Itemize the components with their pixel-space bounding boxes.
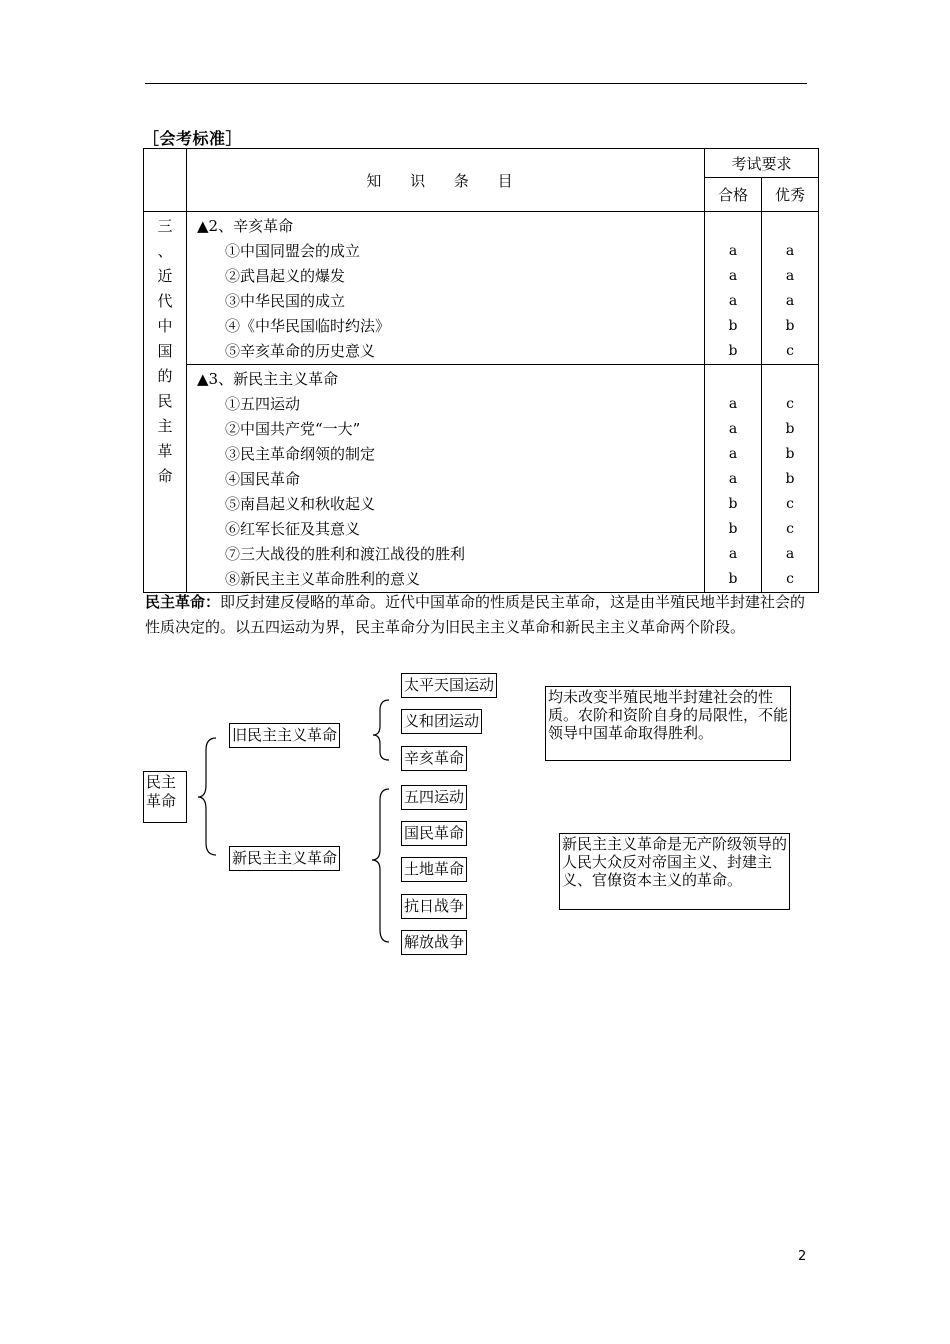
category-char: 的	[157, 367, 173, 385]
category-char: 国	[157, 342, 173, 360]
root-brace	[198, 738, 216, 855]
category-char: 革	[157, 442, 173, 460]
grade-pass: b	[728, 496, 738, 512]
group1-title: ▲2、辛亥革命	[197, 217, 294, 235]
grade-pass: b	[728, 521, 738, 537]
root-box	[143, 771, 187, 823]
grade-pass: b	[728, 318, 738, 334]
category-char: 民	[157, 392, 173, 410]
grade-excellent: c	[786, 571, 794, 587]
grade-excellent: b	[785, 318, 795, 334]
grade-pass: a	[728, 293, 738, 309]
grade-excellent: a	[785, 546, 795, 562]
definition-text: 即反封建反侵略的革命。近代中国革命的性质是民主革命，这是由半殖民地半封建社会的性质决定的。以五四运动为界，民主革命分为旧民主主义革命和新民主主义革命两个阶段。	[145, 593, 806, 636]
group2-item: ⑥红军长征及其意义	[225, 520, 361, 538]
old-child-box: 辛亥革命	[401, 746, 467, 771]
grade-excellent: a	[785, 243, 795, 259]
grade-excellent: c	[786, 496, 794, 512]
new-child-box: 土地革命	[401, 857, 467, 882]
group2-item: ⑦三大战役的胜利和渡江战役的胜利	[225, 545, 466, 563]
page-number: 2	[798, 1249, 807, 1264]
group2-item: ②中国共产党“一大”	[225, 420, 361, 438]
category-char: 三	[157, 217, 173, 235]
grade-pass: a	[728, 268, 738, 284]
grade-pass: a	[728, 446, 738, 462]
grade-pass: a	[728, 546, 738, 562]
group2-item: ①五四运动	[225, 395, 301, 413]
grade-pass: a	[728, 396, 738, 412]
old-child-box: 义和团运动	[401, 709, 482, 734]
grade-pass: a	[728, 471, 738, 487]
root-label: 民主革命	[146, 773, 177, 810]
group2-item: ③民主革命纲领的制定	[225, 445, 376, 463]
grade-excellent: c	[786, 343, 794, 359]
old-brace	[373, 700, 389, 760]
grade-excellent: b	[785, 446, 795, 462]
category-char: 中	[157, 317, 173, 335]
definition-term: 民主革命：	[145, 593, 221, 611]
group1-item: ①中国同盟会的成立	[225, 242, 361, 260]
group2-item: ⑧新民主主义革命胜利的意义	[225, 570, 421, 588]
new-revolution-box: 新民主主义革命	[229, 846, 340, 871]
category-char: 命	[157, 467, 173, 485]
new-child-box: 五四运动	[401, 785, 467, 810]
new-child-box: 解放战争	[401, 930, 467, 955]
old-revolution-box: 旧民主主义革命	[229, 723, 340, 748]
new-child-box: 国民革命	[401, 821, 467, 846]
grade-pass: a	[728, 421, 738, 437]
grade-excellent: a	[785, 293, 795, 309]
grade-excellent: c	[786, 396, 794, 412]
grade-excellent: b	[785, 421, 795, 437]
category-char: 主	[157, 417, 173, 435]
new-note-box: 新民主主义革命是无产阶级领导的人民大众反对帝国主义、封建主义、官僚资本主义的革命。	[559, 833, 790, 910]
group1-item: ③中华民国的成立	[225, 292, 346, 310]
header-pass: 合格	[705, 178, 762, 212]
header-excellent: 优秀	[762, 178, 819, 212]
group1-item: ⑤辛亥革命的历史意义	[225, 342, 376, 360]
grade-pass: b	[728, 343, 738, 359]
group2-item: ⑤南昌起义和秋收起义	[225, 495, 376, 513]
header-knowledge: 知 识 条 目	[187, 149, 705, 212]
grade-excellent: a	[785, 268, 795, 284]
grade-pass: a	[728, 243, 738, 259]
group1-item: ②武昌起义的爆发	[225, 267, 346, 285]
category-char: 代	[157, 292, 173, 310]
grade-excellent: c	[786, 521, 794, 537]
new-brace	[372, 789, 389, 942]
old-child-box: 太平天国运动	[401, 673, 497, 698]
section-title: ［会考标准］	[143, 129, 243, 148]
grade-pass: b	[728, 571, 738, 587]
group2-title: ▲3、新民主主义革命	[197, 370, 339, 388]
category-char: 近	[157, 267, 173, 285]
grade-excellent: b	[785, 471, 795, 487]
header-requirement: 考试要求	[705, 149, 819, 178]
old-note-box: 均未改变半殖民地半封建社会的性质。农阶和资阶自身的局限性，不能领导中国革命取得胜利。	[545, 686, 791, 761]
new-child-box: 抗日战争	[401, 894, 467, 919]
category-char: 、	[157, 242, 173, 260]
group1-item: ④《中华民国临时约法》	[225, 317, 391, 335]
group2-item: ④国民革命	[225, 470, 301, 488]
